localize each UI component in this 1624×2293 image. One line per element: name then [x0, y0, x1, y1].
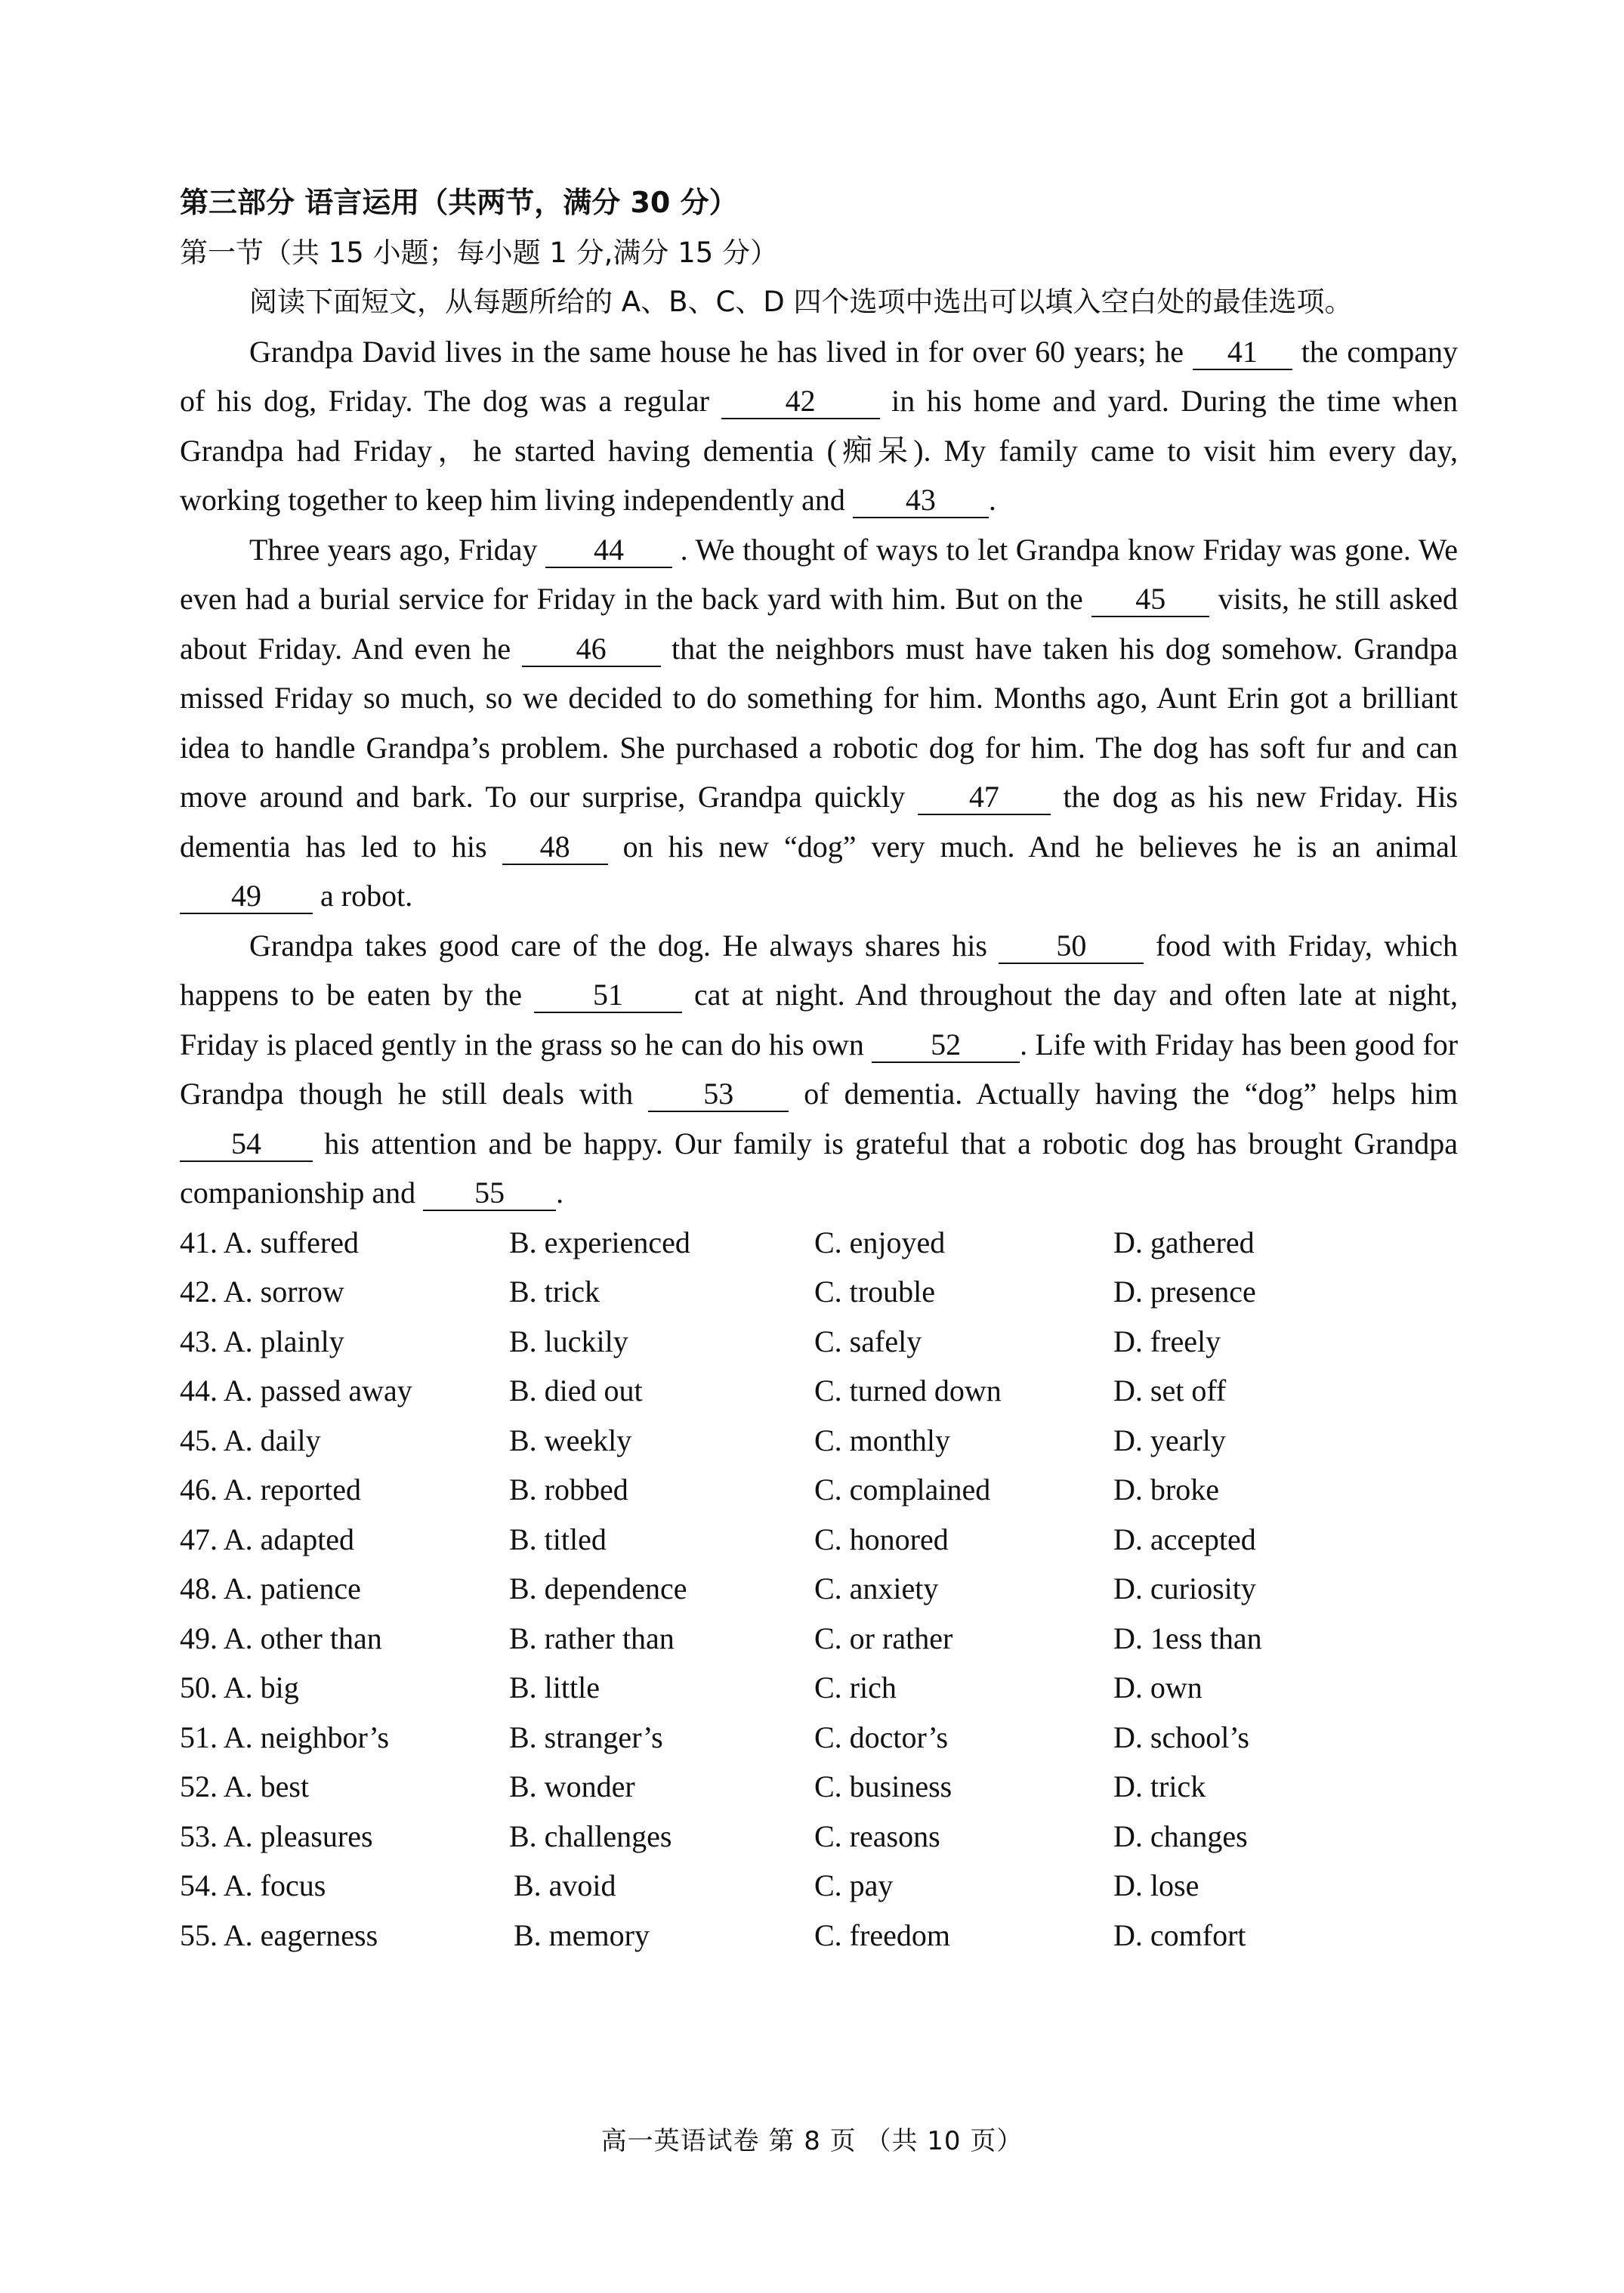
option-row-47 — [180, 1515, 1458, 1565]
passage-text: visits, he still asked about Friday. And even he — [180, 582, 1459, 666]
option-row-48 — [180, 1564, 1458, 1614]
option-a: 48. A. patience — [180, 1571, 361, 1605]
answer-options — [180, 1218, 1458, 1961]
option-b: B. rather than — [509, 1621, 675, 1655]
option-d: D. curiosity — [1113, 1571, 1256, 1605]
blank-54: 54 — [180, 1127, 313, 1162]
option-d: D. presence — [1113, 1275, 1256, 1309]
option-row-50 — [180, 1663, 1458, 1713]
option-d: D. gathered — [1113, 1225, 1255, 1259]
option-a: 47. A. adapted — [180, 1522, 355, 1556]
option-b: B. experienced — [509, 1225, 690, 1259]
option-d: D. set off — [1113, 1374, 1227, 1408]
subsection-title: 第一节（共 15 小题；每小题 1 分,满分 15 分） — [180, 236, 779, 269]
passage-text: . — [988, 483, 996, 517]
option-row-53 — [180, 1812, 1458, 1862]
option-b: B. died out — [509, 1374, 643, 1408]
passage-text: . Life with Friday has been good for Grandpa though he still deals with — [180, 1027, 1459, 1111]
instructions: 阅读下面短文，从每题所给的 A、B、C、D 四个选项中选出可以填入空白处的最佳选项。 — [249, 286, 1353, 318]
section-title: 第三部分 语言运用（共两节，满分 30 分） — [180, 186, 738, 219]
option-a: 41. A. suffered — [180, 1225, 359, 1259]
option-b: B. trick — [509, 1275, 600, 1309]
option-b: B. dependence — [509, 1571, 687, 1605]
option-d: D. trick — [1113, 1769, 1206, 1803]
option-d: D. changes — [1113, 1819, 1248, 1853]
blank-47: 47 — [918, 780, 1051, 815]
page-footer: 高一英语试卷 第 8 页 （共 10 页） — [601, 2126, 1023, 2156]
option-row-46 — [180, 1465, 1458, 1515]
blank-43: 43 — [853, 484, 989, 518]
option-row-43 — [180, 1317, 1458, 1367]
option-c: C. enjoyed — [814, 1225, 946, 1259]
option-c: C. safely — [814, 1324, 922, 1358]
option-b: B. wonder — [509, 1769, 635, 1803]
passage-text: of dementia. Actually having the “dog” helps him — [804, 1077, 1459, 1111]
cloze-passage — [180, 327, 1458, 1218]
option-b: B. challenges — [509, 1819, 672, 1853]
option-c: C. trouble — [814, 1275, 935, 1309]
passage-paragraph-2 — [180, 525, 1458, 921]
passage-text: that the neighbors must have taken his dog somehow. Grandpa missed Friday so much, so we decided to do something for him. Months ago, Aunt Erin got a brilliant idea to handle Grandpa’s problem. She purchased a robotic dog for him. The dog has soft fur and can move around and bark. To our surprise, Grandpa quickly — [180, 631, 1459, 814]
option-b: B. little — [509, 1670, 600, 1704]
blank-48: 48 — [502, 830, 608, 865]
blank-55: 55 — [423, 1176, 556, 1211]
option-b: B. avoid — [514, 1868, 616, 1902]
passage-text: a robot. — [320, 879, 413, 913]
option-b: B. stranger’s — [509, 1720, 663, 1754]
option-d: D. comfort — [1113, 1918, 1246, 1952]
passage-text: food with Friday, which happens to be eaten by the — [180, 928, 1459, 1012]
passage-text: Grandpa David lives in the same house he has lived in for over 60 years; he — [249, 334, 1184, 369]
blank-52: 52 — [872, 1028, 1020, 1063]
option-b: B. luckily — [509, 1324, 628, 1358]
option-a: 55. A. eagerness — [180, 1918, 378, 1952]
blank-42: 42 — [721, 385, 880, 419]
option-row-51 — [180, 1713, 1458, 1763]
option-c: C. business — [814, 1769, 952, 1803]
passage-paragraph-1 — [180, 327, 1458, 525]
option-d: D. yearly — [1113, 1423, 1226, 1457]
option-d: D. freely — [1113, 1324, 1221, 1358]
option-c: C. pay — [814, 1868, 894, 1902]
blank-49: 49 — [180, 879, 313, 914]
option-a: 54. A. focus — [180, 1868, 326, 1902]
option-a: 46. A. reported — [180, 1473, 361, 1507]
blank-50: 50 — [999, 929, 1144, 964]
passage-text: in his home and yard. During the time when Grandpa had Friday，he started having dementia (痴呆). My family came to visit him every day, working together to keep him living independently and — [180, 384, 1459, 517]
option-a: 49. A. other than — [180, 1621, 382, 1655]
option-row-45 — [180, 1416, 1458, 1466]
option-row-54 — [180, 1861, 1458, 1911]
option-row-52 — [180, 1762, 1458, 1812]
passage-text: cat at night. And throughout the day and often late at night, Friday is placed gently in the grass so he can do his own — [180, 978, 1459, 1062]
option-a: 42. A. sorrow — [180, 1275, 344, 1309]
option-c: C. or rather — [814, 1621, 953, 1655]
blank-45: 45 — [1091, 583, 1209, 617]
option-a: 53. A. pleasures — [180, 1819, 373, 1853]
blank-41: 41 — [1193, 335, 1292, 370]
passage-text: the company of his dog, Friday. The dog was a regular — [180, 334, 1459, 418]
option-d: D. school’s — [1113, 1720, 1249, 1754]
option-c: C. turned down — [814, 1374, 1002, 1408]
option-a: 50. A. big — [180, 1670, 299, 1704]
option-d: D. lose — [1113, 1868, 1199, 1902]
option-c: C. monthly — [814, 1423, 951, 1457]
passage-text: . — [556, 1176, 564, 1210]
option-a: 52. A. best — [180, 1769, 310, 1803]
option-b: B. titled — [509, 1522, 607, 1556]
passage-text: Grandpa takes good care of the dog. He always shares his — [249, 928, 987, 963]
option-a: 51. A. neighbor’s — [180, 1720, 390, 1754]
passage-text: his attention and be happy. Our family is grateful that a robotic dog has brought Grandpa companionship and — [180, 1126, 1459, 1210]
option-a: 44. A. passed away — [180, 1374, 412, 1408]
option-c: C. rich — [814, 1670, 897, 1704]
option-d: D. own — [1113, 1670, 1203, 1704]
option-c: C. anxiety — [814, 1571, 939, 1605]
passage-text: the dog as his new Friday. His dementia has led to his — [180, 780, 1458, 864]
option-row-49 — [180, 1614, 1458, 1664]
passage-paragraph-3 — [180, 921, 1458, 1218]
option-row-44 — [180, 1366, 1458, 1416]
option-row-42 — [180, 1267, 1458, 1317]
option-c: C. honored — [814, 1522, 949, 1556]
exam-page — [180, 178, 1458, 1960]
option-c: C. reasons — [814, 1819, 940, 1853]
passage-text: on his new “dog” very much. And he believes he is an animal — [622, 829, 1459, 864]
option-b: B. memory — [514, 1918, 650, 1952]
blank-53: 53 — [648, 1077, 789, 1112]
option-d: D. accepted — [1113, 1522, 1256, 1556]
option-c: C. freedom — [814, 1918, 950, 1952]
option-b: B. robbed — [509, 1473, 628, 1507]
option-d: D. broke — [1113, 1473, 1219, 1507]
option-c: C. complained — [814, 1473, 991, 1507]
blank-44: 44 — [545, 533, 672, 568]
option-b: B. weekly — [509, 1423, 632, 1457]
option-a: 45. A. daily — [180, 1423, 321, 1457]
blank-51: 51 — [534, 978, 682, 1013]
option-row-41 — [180, 1218, 1458, 1268]
option-row-55 — [180, 1911, 1458, 1961]
option-c: C. doctor’s — [814, 1720, 949, 1754]
passage-text: Three years ago, Friday — [249, 532, 538, 567]
blank-46: 46 — [522, 632, 661, 667]
option-a: 43. A. plainly — [180, 1324, 344, 1358]
passage-text: . We thought of ways to let Grandpa know Friday was gone. We even had a burial service for Friday in the back yard with him. But on the — [180, 532, 1459, 616]
option-d: D. 1ess than — [1113, 1621, 1262, 1655]
